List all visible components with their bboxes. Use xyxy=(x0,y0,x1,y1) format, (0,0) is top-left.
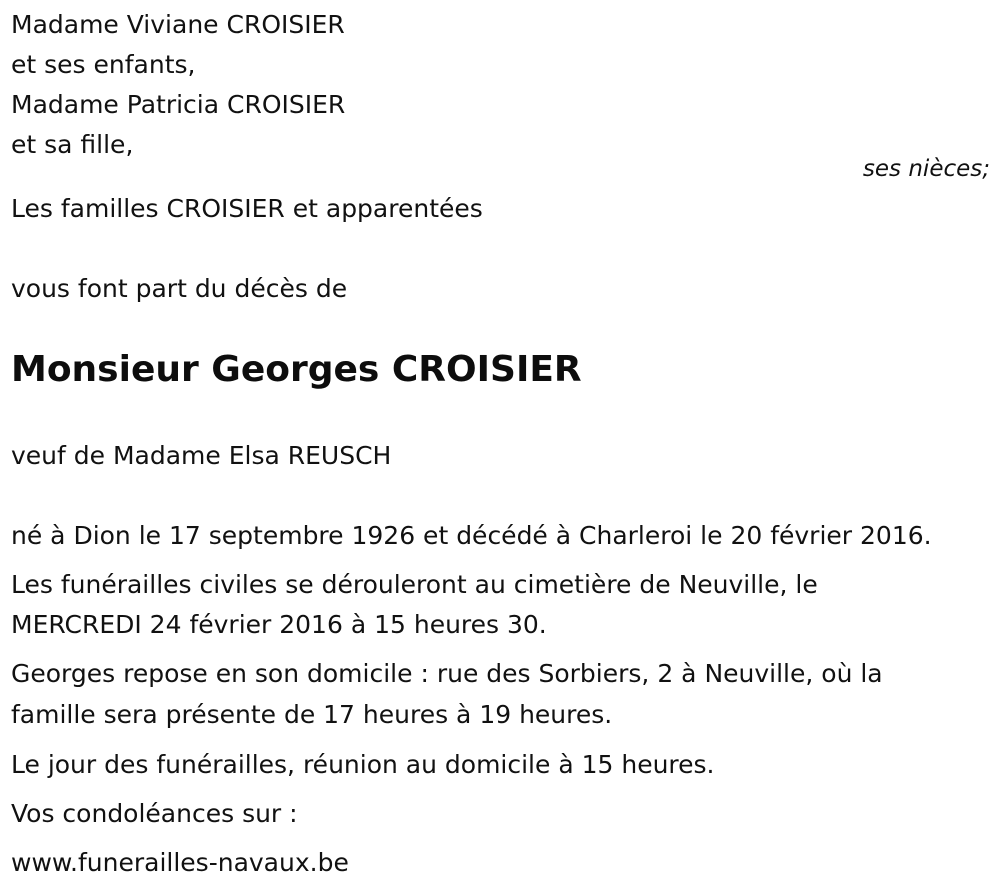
announcer-line-children: et ses enfants, xyxy=(11,50,196,79)
repose-line-1: Georges repose en son domicile : rue des Sorbiers, 2 à Neuville, où la xyxy=(11,659,883,688)
widower-of: veuf de Madame Elsa REUSCH xyxy=(11,441,392,470)
website-link[interactable]: www.funerailles-navaux.be xyxy=(11,848,349,877)
intro-text: vous font part du décès de xyxy=(11,274,348,303)
announcer-line-patricia: Madame Patricia CROISIER xyxy=(11,90,346,119)
announcer-line-daughter: et sa fille, xyxy=(11,130,134,159)
nieces-note: ses nièces; xyxy=(862,156,990,182)
condolences-label: Vos condoléances sur : xyxy=(11,799,298,828)
announcer-line-viviane: Madame Viviane CROISIER xyxy=(11,10,345,39)
repose-line-2: famille sera présente de 17 heures à 19 heures. xyxy=(11,700,613,729)
funeral-line-1: Les funérailles civiles se dérouleront au cimetière de Neuville, le xyxy=(11,570,818,599)
meeting-text: Le jour des funérailles, réunion au domicile à 15 heures. xyxy=(11,750,715,779)
deceased-name: Monsieur Georges CROISIER xyxy=(11,349,582,390)
funeral-line-2: MERCREDI 24 février 2016 à 15 heures 30. xyxy=(11,610,547,639)
announcer-line-families: Les familles CROISIER et apparentées xyxy=(11,194,483,223)
birth-death: né à Dion le 17 septembre 1926 et décédé à Charleroi le 20 février 2016. xyxy=(11,521,932,550)
